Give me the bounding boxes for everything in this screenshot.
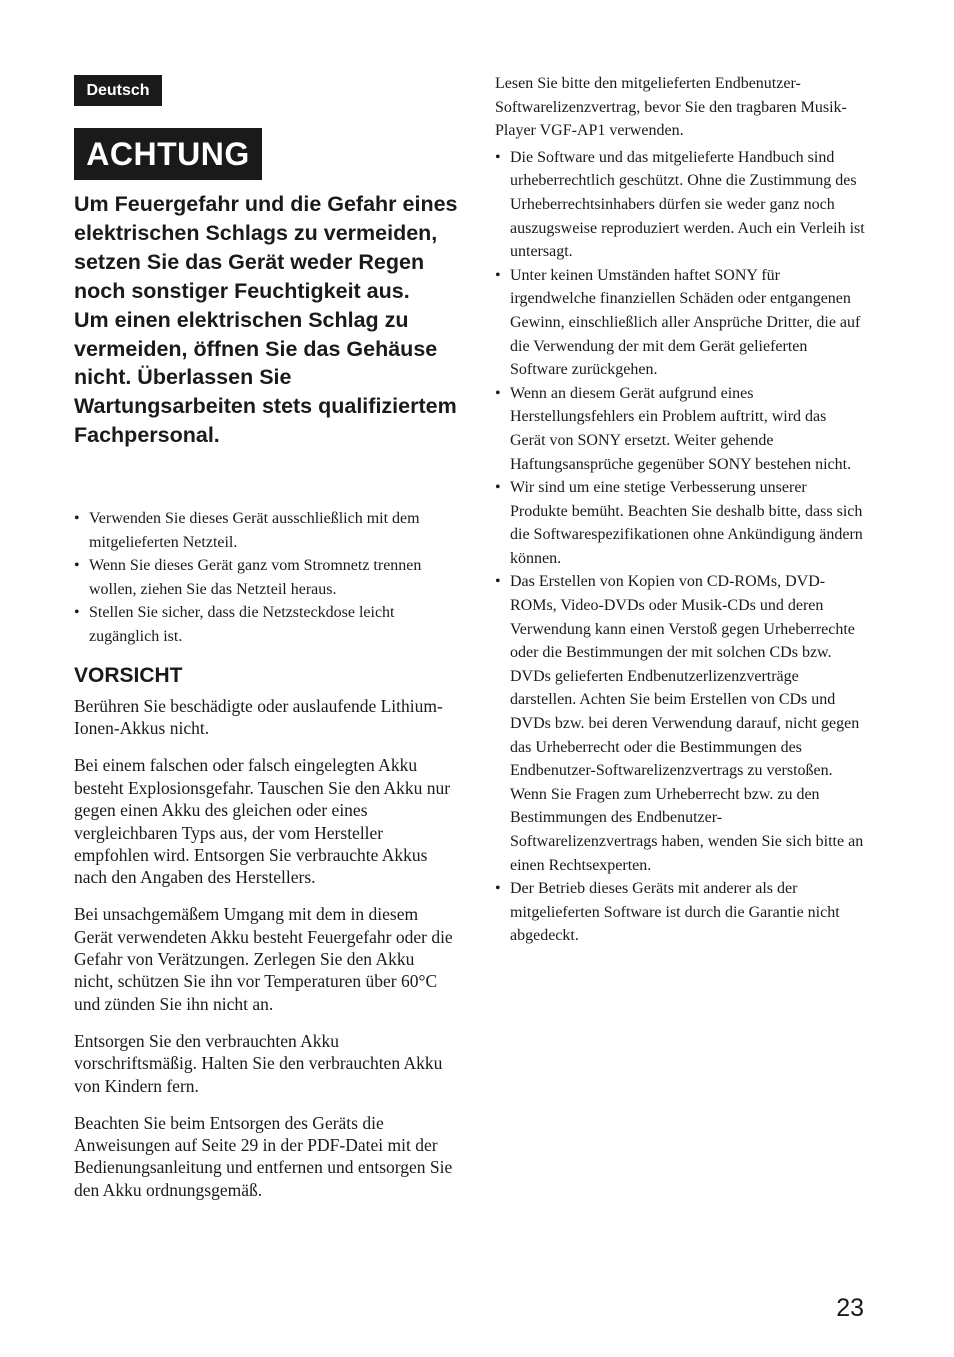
safety-bullet-list — [74, 507, 454, 649]
list-item: • Unter keinen Umständen haftet SONY für irgendwelche finanziellen Schäden oder entgangenen Gewinn, einschließlich aller Ansprüche Dritter, die auf die Verwendung der mit dem Gerät gelieferten Software zurückgehen. — [495, 264, 865, 382]
caution-paragraph: Bei einem falschen oder falsch eingelegten Akku besteht Explosionsgefahr. Tauschen Sie den Akku nur gegen einen Akku des gleichen oder eines vergleichbaren Typs aus, der vom Hersteller empfohlen wird. Entsorgen Sie verbrauchte Akkus nach den Angaben des Herstellers. — [74, 755, 451, 888]
list-item: • Wir sind um eine stetige Verbesserung unserer Produkte bemüht. Beachten Sie deshalb bitte, dass sich die Softwarespezifikationen ohne Ankündigung ändern können. — [495, 476, 865, 570]
caution-paragraph: Entsorgen Sie den verbrauchten Akku vorschriftsmäßig. Halten Sie den verbrauchten Akku von Kindern fern. — [74, 1030, 443, 1096]
page-number: 23 — [836, 1294, 864, 1322]
warning-paragraph: Um einen elektrischen Schlag zu vermeiden, öffnen Sie das Gehäuse nicht. Überlassen Sie Wartungsarbeiten stets qualifiziertem Fachpersonal. — [74, 307, 457, 448]
warning-paragraph: Um Feuergefahr und die Gefahr eines elektrischen Schlags zu vermeiden, setzen Sie das Gerät weder Regen noch sonstiger Feuchtigkeit aus. — [74, 192, 458, 303]
list-item: • Stellen Sie sicher, dass die Netzsteckdose leicht zugänglich ist. — [74, 601, 454, 648]
list-item: • Wenn an diesem Gerät aufgrund eines Herstellungsfehlers ein Problem auftritt, wird das Gerät von SONY ersetzt. Weiter gehende Haftungsansprüche gegenüber SONY bestehen nicht. — [495, 382, 865, 476]
license-column — [495, 72, 865, 948]
list-item: • Wenn Sie dieses Gerät ganz vom Stromnetz trennen wollen, ziehen Sie das Netzteil heraus. — [74, 554, 454, 601]
section-heading: ACHTUNG — [74, 128, 262, 180]
language-tab: Deutsch — [74, 75, 162, 106]
caution-title: VORSICHT — [74, 664, 183, 687]
list-item: • Das Erstellen von Kopien von CD-ROMs, DVD-ROMs, Video-DVDs oder Musik-CDs und deren Verwendung kann einen Verstoß gegen Urheberrechte oder die Bestimmungen der mit solchen CDs bzw. DVDs gelieferten Endbenutzerlizenzverträge darstellen. Achten Sie beim Erstellen von CDs und DVDs bzw. bei deren Verwendung darauf, nicht gegen das Urheberrecht oder die Bestimmungen des Endbenutzer-Softwarelizenzvertrags zu verstoßen. Wenn Sie Fragen zum Urheberrecht bzw. zu den Bestimmungen des Endbenutzer-Softwarelizenzvertrags haben, wenden Sie sich bitte an einen Rechtsexperten. — [495, 570, 865, 877]
caution-text — [74, 695, 454, 1216]
license-bullet-list — [495, 146, 865, 948]
caution-paragraph: Bei unsachgemäßem Umgang mit dem in diesem Gerät verwendeten Akku besteht Feuergefahr oder die Gefahr von Verätzungen. Zerlegen Sie den Akku nicht, schützen Sie ihn vor Temperaturen über 60°C und zünden Sie ihn nicht an. — [74, 904, 453, 1014]
warning-block — [74, 190, 464, 450]
list-item: • Verwenden Sie dieses Gerät ausschließlich mit dem mitgelieferten Netzteil. — [74, 507, 454, 554]
caution-paragraph: Berühren Sie beschädigte oder auslaufende Lithium-Ionen-Akkus nicht. — [74, 696, 443, 739]
list-item: • Die Software und das mitgelieferte Handbuch sind urheberrechtlich geschützt. Ohne die Zustimmung des Urheberrechtsinhabers dürfen sie weder ganz noch auszugsweise reproduziert werden. Auch ein Verleih ist untersagt. — [495, 146, 865, 264]
list-item: • Der Betrieb dieses Geräts mit anderer als der mitgelieferten Software ist durch die Garantie nicht abgedeckt. — [495, 877, 865, 948]
license-intro: Lesen Sie bitte den mitgelieferten Endbenutzer-Softwarelizenzvertrag, bevor Sie den tragbaren Musik-Player VGF-AP1 verwenden. — [495, 75, 847, 140]
caution-paragraph: Beachten Sie beim Entsorgen des Geräts die Anweisungen auf Seite 29 in der PDF-Datei mit der Bedienungsanleitung und entfernen und entsorgen Sie den Akku ordnungsgemäß. — [74, 1112, 453, 1200]
